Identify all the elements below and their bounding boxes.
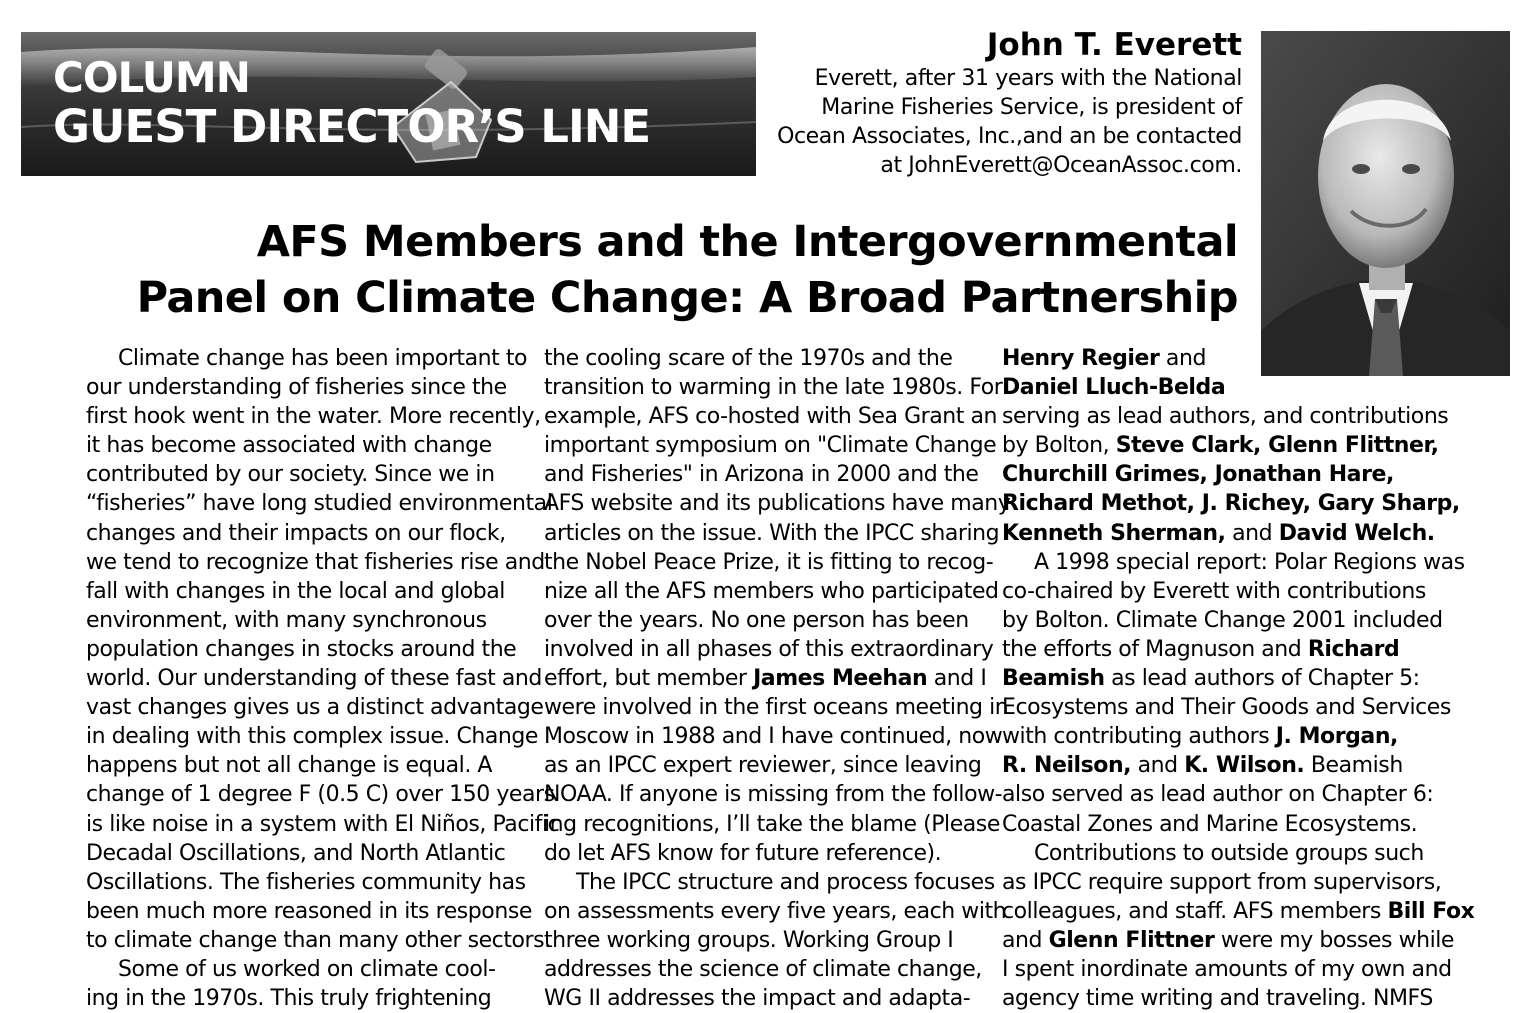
text-line (86, 897, 559, 926)
text-run: world. Our understanding of these fast and (86, 666, 542, 692)
text-line (544, 431, 1010, 460)
text-line (1002, 839, 1474, 868)
text-line (1002, 402, 1474, 431)
text-line (544, 897, 1010, 926)
text-line (1002, 548, 1474, 577)
text-line (86, 780, 559, 809)
text-run: environment, with many synchronous (86, 607, 487, 633)
text-run: agency time writing and traveling. NMFS (1002, 986, 1433, 1012)
text-run: Climate change has been important to (118, 346, 528, 371)
text-line (86, 577, 559, 606)
text-run: were my bosses while (1214, 927, 1455, 953)
text-line (86, 693, 559, 722)
text-run: and (1131, 753, 1185, 779)
text-run: do let AFS know for future reference). (544, 840, 942, 866)
text-run: contributed by our society. Since we in (86, 462, 495, 488)
text-line (544, 577, 1010, 606)
text-line (544, 489, 1010, 518)
text-run: WG II addresses the impact and adapta- (544, 986, 971, 1012)
text-line (544, 751, 1010, 780)
text-run: serving as lead authors, and contributions (1002, 404, 1449, 430)
member-name: K. Wilson. (1184, 753, 1305, 779)
text-line (1002, 693, 1474, 722)
text-run: nize all the AFS members who participated (544, 578, 999, 604)
text-run: Some of us worked on climate cool- (118, 956, 496, 982)
text-line (1002, 460, 1474, 489)
text-run: The IPCC structure and process focuses (576, 869, 995, 895)
text-run: AFS website and its publications have many (544, 491, 1011, 517)
text-line (1002, 897, 1474, 926)
text-run: over the years. No one person has been (544, 607, 969, 633)
text-run: to climate change than many other sectors. (86, 927, 551, 953)
text-line (544, 460, 1010, 489)
text-run: the Nobel Peace Prize, it is fitting to recog- (544, 549, 994, 575)
article-headline (58, 214, 1238, 326)
text-line (544, 664, 1010, 693)
text-line (1002, 751, 1474, 780)
text-line (86, 868, 559, 897)
text-run: and (1159, 346, 1206, 371)
text-run: it has become associated with change (86, 433, 492, 459)
text-line (1002, 373, 1474, 402)
text-line (1002, 780, 1474, 809)
text-run: and Fisheries" in Arizona in 2000 and the (544, 462, 979, 488)
text-run: A 1998 special report: Polar Regions was (1034, 549, 1465, 575)
banner-column-label: COLUMN (53, 53, 250, 102)
text-run: Moscow in 1988 and I have continued, now (544, 724, 1003, 750)
text-line (1002, 955, 1474, 984)
text-line (1002, 431, 1474, 460)
text-line (86, 402, 559, 431)
text-run: in dealing with this complex issue. Change (86, 724, 539, 750)
text-line (86, 722, 559, 751)
text-run: ing recognitions, I’ll take the blame (Please (544, 811, 1000, 837)
member-name: Glenn Flittner (1048, 927, 1215, 953)
bio-line: Ocean Associates, Inc.,and an be contacted (777, 124, 1242, 149)
text-run: the cooling scare of the 1970s and the (544, 346, 953, 371)
text-line (544, 810, 1010, 839)
text-line (544, 344, 1010, 373)
text-run: happens but not all change is equal. A (86, 753, 493, 779)
text-line (544, 984, 1010, 1013)
text-line (86, 344, 559, 373)
text-run: effort, but member (544, 666, 754, 692)
text-line (1002, 577, 1474, 606)
text-line (544, 606, 1010, 635)
member-name: Steve Clark, Glenn Flittner, (1115, 433, 1439, 459)
text-run: Decadal Oscillations, and North Atlantic (86, 840, 506, 866)
text-column-3 (1002, 344, 1474, 1013)
text-run: “fisheries” have long studied environmental (86, 491, 553, 517)
text-run: Ecosystems and Their Goods and Services (1002, 695, 1451, 721)
author-photo (1261, 31, 1510, 376)
text-line (544, 548, 1010, 577)
text-line (86, 664, 559, 693)
text-run: as IPCC require support from supervisors, (1002, 869, 1442, 895)
author-name: John T. Everett (986, 27, 1242, 63)
member-name: Richard Methot, J. Richey, Gary Sharp, (1002, 491, 1460, 517)
bio-line: Everett, after 31 years with the National (814, 66, 1242, 91)
text-line (544, 955, 1010, 984)
text-run: three working groups. Working Group I (544, 927, 954, 953)
text-run: change of 1 degree F (0.5 C) over 150 years (86, 782, 555, 808)
author-bio (772, 64, 1242, 180)
text-line (1002, 344, 1474, 373)
member-name: Bill Fox (1387, 898, 1475, 924)
text-line (86, 955, 559, 984)
text-column-2 (544, 344, 1010, 1013)
headline-line: AFS Members and the Intergovernmental (256, 217, 1238, 267)
text-run: Contributions to outside groups such (1034, 840, 1424, 866)
text-run: as an IPCC expert reviewer, since leaving (544, 753, 982, 779)
bio-line: Marine Fisheries Service, is president of (821, 95, 1242, 120)
text-line (1002, 722, 1474, 751)
text-run: I spent inordinate amounts of my own and (1002, 956, 1452, 982)
text-line (544, 402, 1010, 431)
text-run: is like noise in a system with El Niños, Pacific (86, 811, 560, 837)
text-line (544, 839, 1010, 868)
text-run: and (1225, 520, 1279, 546)
text-run: we tend to recognize that fisheries rise and (86, 549, 545, 575)
text-run: Oscillations. The fisheries community has (86, 869, 526, 895)
text-line (86, 519, 559, 548)
text-run: changes and their impacts on our flock, (86, 520, 506, 546)
text-run: by Bolton, (1002, 433, 1116, 459)
text-line (1002, 519, 1474, 548)
author-portrait-image (1261, 31, 1510, 376)
text-run: our understanding of fisheries since the (86, 375, 507, 401)
text-line (544, 693, 1010, 722)
text-run: by Bolton. Climate Change 2001 included (1002, 607, 1443, 633)
text-line (544, 780, 1010, 809)
member-name: J. Morgan, (1275, 724, 1398, 750)
text-line (86, 460, 559, 489)
member-name: Beamish (1002, 666, 1105, 692)
member-name: R. Neilson, (1002, 753, 1132, 779)
text-run: vast changes gives us a distinct advantage (86, 695, 544, 721)
text-column-1 (86, 344, 559, 1013)
text-line (544, 868, 1010, 897)
text-line (86, 431, 559, 460)
text-run: been much more reasoned in its response (86, 898, 532, 924)
text-line (1002, 868, 1474, 897)
text-line (86, 489, 559, 518)
text-line (86, 635, 559, 664)
text-line (1002, 489, 1474, 518)
member-name: Kenneth Sherman, (1002, 520, 1226, 546)
member-name: Henry Regier (1002, 346, 1160, 371)
text-run: first hook went in the water. More recently, (86, 404, 541, 430)
text-line (544, 519, 1010, 548)
text-line (86, 606, 559, 635)
text-line (544, 926, 1010, 955)
text-run: also served as lead author on Chapter 6: (1002, 782, 1434, 808)
text-line (1002, 810, 1474, 839)
column-banner (21, 32, 756, 176)
text-line (544, 722, 1010, 751)
text-line (1002, 984, 1474, 1013)
text-line (86, 373, 559, 402)
text-run: NOAA. If anyone is missing from the follow- (544, 782, 1003, 808)
text-run: and I (927, 666, 987, 692)
text-line (86, 984, 559, 1013)
text-run: co-chaired by Everett with contributions (1002, 578, 1426, 604)
text-run: important symposium on "Climate Change (544, 433, 997, 459)
text-line (1002, 664, 1474, 693)
text-run: colleagues, and staff. AFS members (1002, 898, 1388, 924)
text-run: on assessments every five years, each with (544, 898, 1007, 924)
text-run: as lead authors of Chapter 5: (1104, 666, 1420, 692)
text-run: Beamish (1304, 753, 1403, 779)
text-run: the efforts of Magnuson and (1002, 636, 1308, 662)
text-line (544, 635, 1010, 664)
member-name: Daniel Lluch-Belda (1002, 375, 1226, 401)
member-name: David Welch. (1278, 520, 1435, 546)
text-run: ing in the 1970s. This truly frightening (86, 986, 492, 1012)
text-run: articles on the issue. With the IPCC sharing (544, 520, 1000, 546)
text-run: transition to warming in the late 1980s. For (544, 375, 1003, 401)
bio-line: at JohnEverett@OceanAssoc.com. (880, 153, 1242, 178)
text-line (86, 810, 559, 839)
text-line (86, 751, 559, 780)
text-line (1002, 926, 1474, 955)
text-run: fall with changes in the local and global (86, 578, 505, 604)
text-run: Coastal Zones and Marine Ecosystems. (1002, 811, 1418, 837)
member-name: James Meehan (753, 666, 928, 692)
banner-section-title: GUEST DIRECTOR’S LINE (53, 100, 651, 153)
text-run: addresses the science of climate change, (544, 956, 982, 982)
text-run: population changes in stocks around the (86, 636, 517, 662)
member-name: Richard (1307, 636, 1400, 662)
text-line (1002, 606, 1474, 635)
text-line (544, 373, 1010, 402)
text-run: and (1002, 927, 1049, 953)
text-run: involved in all phases of this extraordinary (544, 636, 994, 662)
text-line (86, 926, 559, 955)
text-run: were involved in the first oceans meeting in (544, 695, 1009, 721)
member-name: Churchill Grimes, Jonathan Hare, (1002, 462, 1394, 488)
text-run: example, AFS co-hosted with Sea Grant an (544, 404, 998, 430)
text-line (1002, 635, 1474, 664)
text-run: with contributing authors (1002, 724, 1276, 750)
text-line (86, 548, 559, 577)
text-line (86, 839, 559, 868)
headline-line: Panel on Climate Change: A Broad Partnership (136, 273, 1238, 323)
